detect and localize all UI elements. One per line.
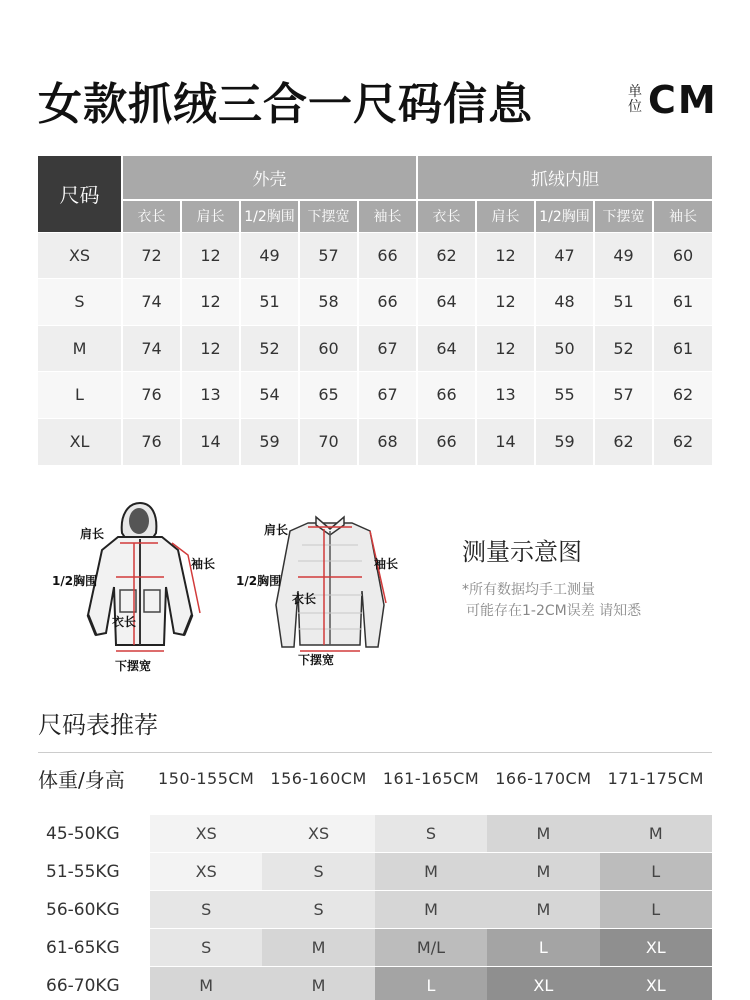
recommend-cell: XS [150,815,262,853]
recommend-cell: M [375,853,487,891]
table-cell: 54 [240,372,299,419]
table-cell: 48 [535,279,594,326]
fleece-sleeve-label: 袖长 [374,557,399,571]
size-label: XS [38,232,122,279]
shell-jacket-illustration [88,503,200,651]
column-header: 衣长 [417,200,476,232]
recommend-row [38,929,712,967]
table-cell: 57 [299,232,358,279]
unit-value: CM [648,78,718,122]
weight-label: 51-55KG [46,862,120,882]
recommend-row [38,891,712,929]
table-cell: 70 [299,418,358,465]
table-cell: 47 [535,232,594,279]
column-header: 肩长 [181,200,240,232]
column-header: 下摆宽 [299,200,358,232]
table-cell: 14 [181,418,240,465]
table-cell: 59 [240,418,299,465]
table-cell: 52 [240,325,299,372]
table-cell: 60 [653,232,712,279]
size-label: XL [38,418,122,465]
measure-note-2: 可能存在1-2CM误差 请知悉 [466,603,642,619]
measurement-diagrams [40,495,440,680]
table-cell: 14 [476,418,535,465]
table-cell: 76 [122,418,181,465]
recommend-cell: M [487,815,599,853]
recommend-cell: XS [150,853,262,891]
table-cell: 13 [181,372,240,419]
size-label: L [38,372,122,419]
recommend-row [38,815,712,853]
table-cell: 74 [122,325,181,372]
height-header: 161-165CM [382,768,480,788]
recommend-divider [38,752,712,753]
table-cell: 62 [417,232,476,279]
recommend-cell: M [375,891,487,929]
height-header: 156-160CM [270,768,367,788]
table-cell: 66 [417,418,476,465]
unit-label-top: 单 [628,84,642,100]
table-cell: 51 [594,279,653,326]
column-header: 袖长 [653,200,712,232]
size-table-body [38,232,712,465]
recommend-row [38,967,712,1000]
height-header: 171-175CM [607,768,704,788]
table-cell: 12 [476,325,535,372]
table-row [38,232,712,279]
page-title: 女款抓绒三合一尺码信息 [38,79,533,130]
weight-label: 66-70KG [46,976,120,996]
size-table-corner: 尺码 [38,156,122,232]
table-cell: 76 [122,372,181,419]
table-cell: 61 [653,279,712,326]
table-row [38,418,712,465]
fleece-length-label: 衣长 [292,592,317,606]
recommend-cell: M [600,815,712,853]
table-cell: 12 [476,232,535,279]
recommend-cell: XL [487,967,599,1000]
recommend-cell: S [262,853,374,891]
table-cell: 57 [594,372,653,419]
table-cell: 49 [240,232,299,279]
unit-indicator [628,78,718,122]
table-cell: 62 [653,372,712,419]
recommend-cell: M [487,853,599,891]
table-cell: 66 [358,232,417,279]
unit-label-bottom: 位 [628,99,642,115]
table-cell: 68 [358,418,417,465]
table-cell: 61 [653,325,712,372]
recommend-cell: M [262,967,374,1000]
table-cell: 58 [299,279,358,326]
measure-title: 测量示意图 [462,538,582,566]
size-table [38,156,712,465]
recommend-cell: S [375,815,487,853]
table-cell: 67 [358,372,417,419]
table-cell: 72 [122,232,181,279]
table-cell: 51 [240,279,299,326]
height-header: 166-170CM [495,768,592,788]
size-table-subheader [38,200,712,232]
recommend-cell: XL [600,967,712,1000]
recommend-cell: M/L [375,929,487,967]
recommend-cell: L [375,967,487,1000]
recommend-cell: L [487,929,599,967]
recommend-grid [38,815,712,1000]
table-cell: 65 [299,372,358,419]
table-cell: 67 [358,325,417,372]
recommend-cell: L [600,891,712,929]
recommend-cell: S [150,929,262,967]
recommend-cell: M [487,891,599,929]
fleece-hem-label: 下摆宽 [298,653,335,667]
table-row [38,279,712,326]
weight-label: 56-60KG [46,900,120,920]
recommend-cell: M [150,967,262,1000]
unit-label [628,85,642,115]
recommend-title: 尺码表推荐 [38,711,158,739]
height-header: 150-155CM [158,768,255,788]
fleece-liner-illustration [276,517,386,651]
column-header: 1/2胸围 [535,200,594,232]
table-cell: 12 [476,279,535,326]
table-cell: 66 [417,372,476,419]
recommend-cell: S [150,891,262,929]
recommend-cell: M [262,929,374,967]
table-cell: 64 [417,325,476,372]
column-header: 袖长 [358,200,417,232]
column-header: 下摆宽 [594,200,653,232]
column-header: 衣长 [122,200,181,232]
fleece-chest-label: 1/2胸围 [236,574,282,588]
table-cell: 13 [476,372,535,419]
table-cell: 49 [594,232,653,279]
recommend-cell: L [600,853,712,891]
table-cell: 50 [535,325,594,372]
table-cell: 60 [299,325,358,372]
shell-hem-label: 下摆宽 [115,659,152,673]
shell-sleeve-label: 袖长 [191,557,216,571]
table-cell: 64 [417,279,476,326]
group-fleece-liner: 抓绒内胆 [417,156,712,200]
weight-label: 61-65KG [46,938,120,958]
table-cell: 74 [122,279,181,326]
recommend-cell: XS [262,815,374,853]
measure-note-1: *所有数据均手工测量 [462,582,595,598]
table-cell: 55 [535,372,594,419]
size-label: S [38,279,122,326]
table-cell: 62 [594,418,653,465]
recommend-header [38,760,712,796]
table-cell: 66 [358,279,417,326]
table-cell: 12 [181,279,240,326]
table-cell: 12 [181,325,240,372]
table-cell: 62 [653,418,712,465]
recommend-cell: S [262,891,374,929]
shell-shoulder-label: 肩长 [80,527,105,541]
column-header: 肩长 [476,200,535,232]
size-label: M [38,325,122,372]
recommend-corner: 体重/身高 [38,767,125,792]
table-row [38,325,712,372]
group-outer-shell: 外壳 [122,156,417,200]
shell-length-label: 衣长 [112,615,137,629]
column-header: 1/2胸围 [240,200,299,232]
fleece-shoulder-label: 肩长 [264,523,289,537]
table-cell: 59 [535,418,594,465]
recommend-row [38,853,712,891]
table-cell: 52 [594,325,653,372]
recommend-cell: XL [600,929,712,967]
shell-chest-label: 1/2胸围 [52,574,98,588]
table-cell: 12 [181,232,240,279]
table-row [38,372,712,419]
weight-label: 45-50KG [46,824,120,844]
